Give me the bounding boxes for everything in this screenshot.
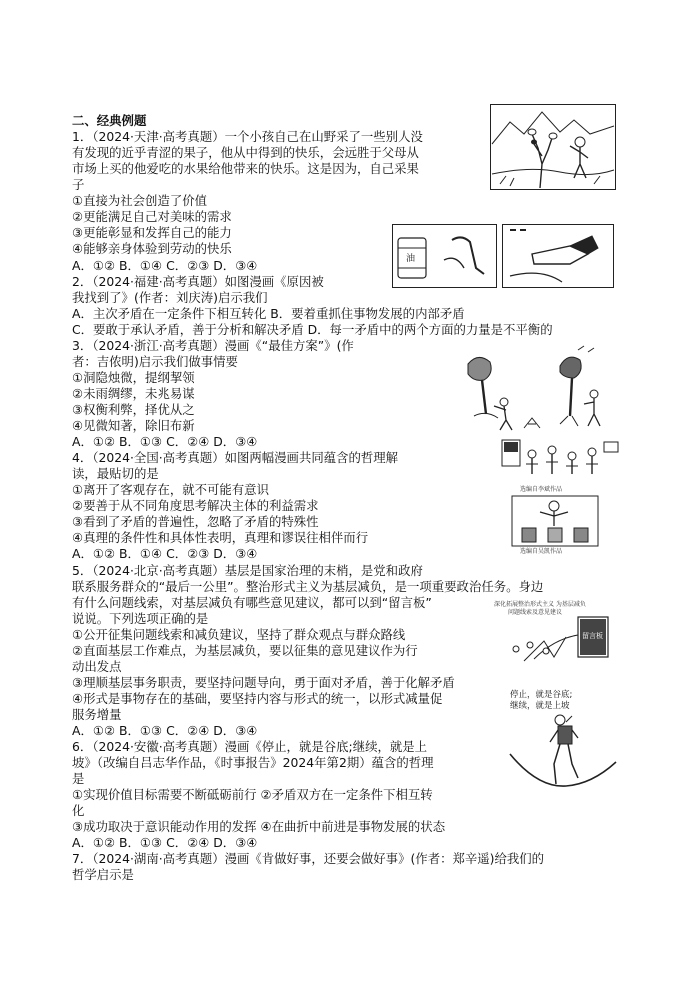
- q3-option: ①洞隐烛微，提纲挈领: [72, 370, 195, 385]
- q2-option-row: A．主次矛盾在一定条件下相互转化 B．要着重抓住事物发展的内部矛盾: [72, 306, 465, 321]
- q6-stem-line: 6．（2024·安徽·高考真题）漫画《停止，就是谷底;继续，就是上: [72, 739, 428, 754]
- q6-option-cont: 化: [72, 803, 85, 818]
- q3-stem-line: 3．（2024·浙江·高考真题）漫画《“最佳方案”》(作: [72, 338, 354, 353]
- q3-answers: A．①② B．①③ C．②④ D．③④: [72, 434, 258, 449]
- q4-option: ②要善于从不同角度思考解决主体的利益需求: [72, 498, 319, 513]
- q5-option: ①公开征集问题线索和减负建议，坚持了群众观点与群众路线: [72, 627, 406, 642]
- q3-stem-line: 者：吉侬明)启示我们做事情要: [72, 354, 238, 369]
- q6-stem-line: 是: [72, 771, 85, 786]
- q1-stem-line: 1．（2024·天津·高考真题）一个小孩自己在山野采了一些别人没: [72, 129, 423, 144]
- q6-answers: A．①② B．①③ C．②④ D．③④: [72, 835, 258, 850]
- q1-stem-line: 有发现的近乎青涩的果子，他从中得到的快乐，会远胜于父母从: [72, 145, 419, 160]
- q4-caption-top: 选编自李斌作品: [520, 486, 563, 493]
- q6-stem-line: 坡》（改编自吕志华作品，《时事报告》2024年第2期）蕴含的哲理: [72, 755, 434, 770]
- q1-option: ①直接为社会创造了价值: [72, 193, 208, 208]
- q3-cartoon-best-plan: [448, 344, 616, 436]
- q4-two-cartoons: [492, 434, 622, 558]
- q4-option: ③看到了矛盾的普遍性，忽略了矛盾的特殊性: [72, 514, 319, 529]
- q1-option: ②更能满足自己对美味的需求: [72, 209, 232, 224]
- q3-option: ②未雨绸缪，未兆易谋: [72, 386, 195, 401]
- q5-option-cont: 服务增量: [72, 707, 122, 722]
- q4-stem-line: 4．（2024·全国·高考真题）如图两幅漫画共同蕴含的哲理解: [72, 450, 399, 465]
- q1-stem-line: 子: [72, 177, 85, 192]
- q3-option: ④见微知著，除旧布新: [72, 418, 195, 433]
- q2-option-row: C．要敢于承认矛盾，善于分析和解决矛盾 D．每一矛盾中的两个方面的力量是不平衡的: [72, 322, 553, 337]
- q5-cartoon-message-board: [494, 599, 618, 669]
- q5-stem-line: 有什么问题线索，对基层减负有哪些意见建议，都可以到“留言板”: [72, 595, 432, 610]
- q1-option: ③更能彰显和发挥自己的能力: [72, 225, 232, 240]
- q6-cartoon-text-line: 停止，就是谷底;: [510, 690, 573, 700]
- q5-option: ②直面基层工作难点，为基层减负，要以征集的意见建议作为行: [72, 643, 418, 658]
- q5-option: ③理顺基层事务职责，要坚持问题导向，勇于面对矛盾，善于化解矛盾: [72, 675, 455, 690]
- q5-stem-line: 5．（2024·北京·高考真题）基层是国家治理的末梢，是党和政府: [72, 563, 423, 578]
- q5-board-title-line: 深化拓展整治形式主义 为基层减负: [494, 601, 586, 608]
- q1-cartoon-child-picking-fruit: [490, 104, 616, 190]
- q6-option-row: ①实现价值目标需要不断砥砺前行 ②矛盾双方在一定条件下相互转: [72, 787, 433, 802]
- q7-stem-line: 7．（2024·湖南·高考真题）漫画《肯做好事，还要会做好事》(作者：郑辛遥)给我们的: [72, 851, 545, 866]
- q4-caption-bottom: 选编自吴凯作品: [520, 548, 563, 555]
- q2-stem-line: 2．（2024·福建·高考真题）如图漫画《原因被: [72, 274, 324, 289]
- q5-board-label: 留言板: [582, 632, 603, 640]
- q5-stem-line: 联系服务群众的“最后一公里”。整治形式主义为基层减负，是一项重要政治任务。身边: [72, 579, 544, 594]
- q5-option: ④形式是事物存在的基础，要坚持内容与形式的统一，以形式减量促: [72, 691, 443, 706]
- q4-stem-line: 读，最贴切的是: [72, 466, 159, 481]
- q5-answers: A．①② B．①③ C．②④ D．③④: [72, 723, 258, 738]
- section-title: 二、经典例题: [72, 113, 147, 128]
- q6-cartoon-text-line: 继续，就是上坡: [510, 701, 570, 711]
- q5-option-cont: 动出发点: [72, 659, 122, 674]
- q1-answers: A．①② B．①④ C．②③ D．③④: [72, 258, 258, 273]
- q4-option: ④真理的条件性和具体性表明，真理和谬误往相伴而行: [72, 530, 369, 545]
- q4-option: ①离开了客观存在，就不可能有意识: [72, 482, 269, 497]
- q1-stem-line: 市场上买的他爱吃的水果给他带来的快乐。这是因为，自己采果: [72, 161, 419, 176]
- q6-cartoon-valley-slope: [508, 688, 620, 794]
- q4-answers: A．①② B．①④ C．②③ D．③④: [72, 546, 258, 561]
- q6-option-row: ③成功取决于意识能动作用的发挥 ④在曲折中前进是事物发展的状态: [72, 819, 446, 834]
- q3-option: ③权衡利弊，择优从之: [72, 402, 195, 417]
- q5-board-title-line: 问题线索及意见建议: [508, 609, 563, 616]
- q2-cartoon-reason-found: [392, 224, 614, 288]
- q5-stem-line: 说说。下列选项正确的是: [72, 611, 209, 626]
- q7-stem-line: 哲学启示是: [72, 867, 134, 882]
- q2-stem-line: 我找到了》(作者：刘庆涛)启示我们: [72, 290, 268, 305]
- q1-option: ④能够亲身体验到劳动的快乐: [72, 241, 232, 256]
- q2-barrel-label: 油: [406, 254, 416, 264]
